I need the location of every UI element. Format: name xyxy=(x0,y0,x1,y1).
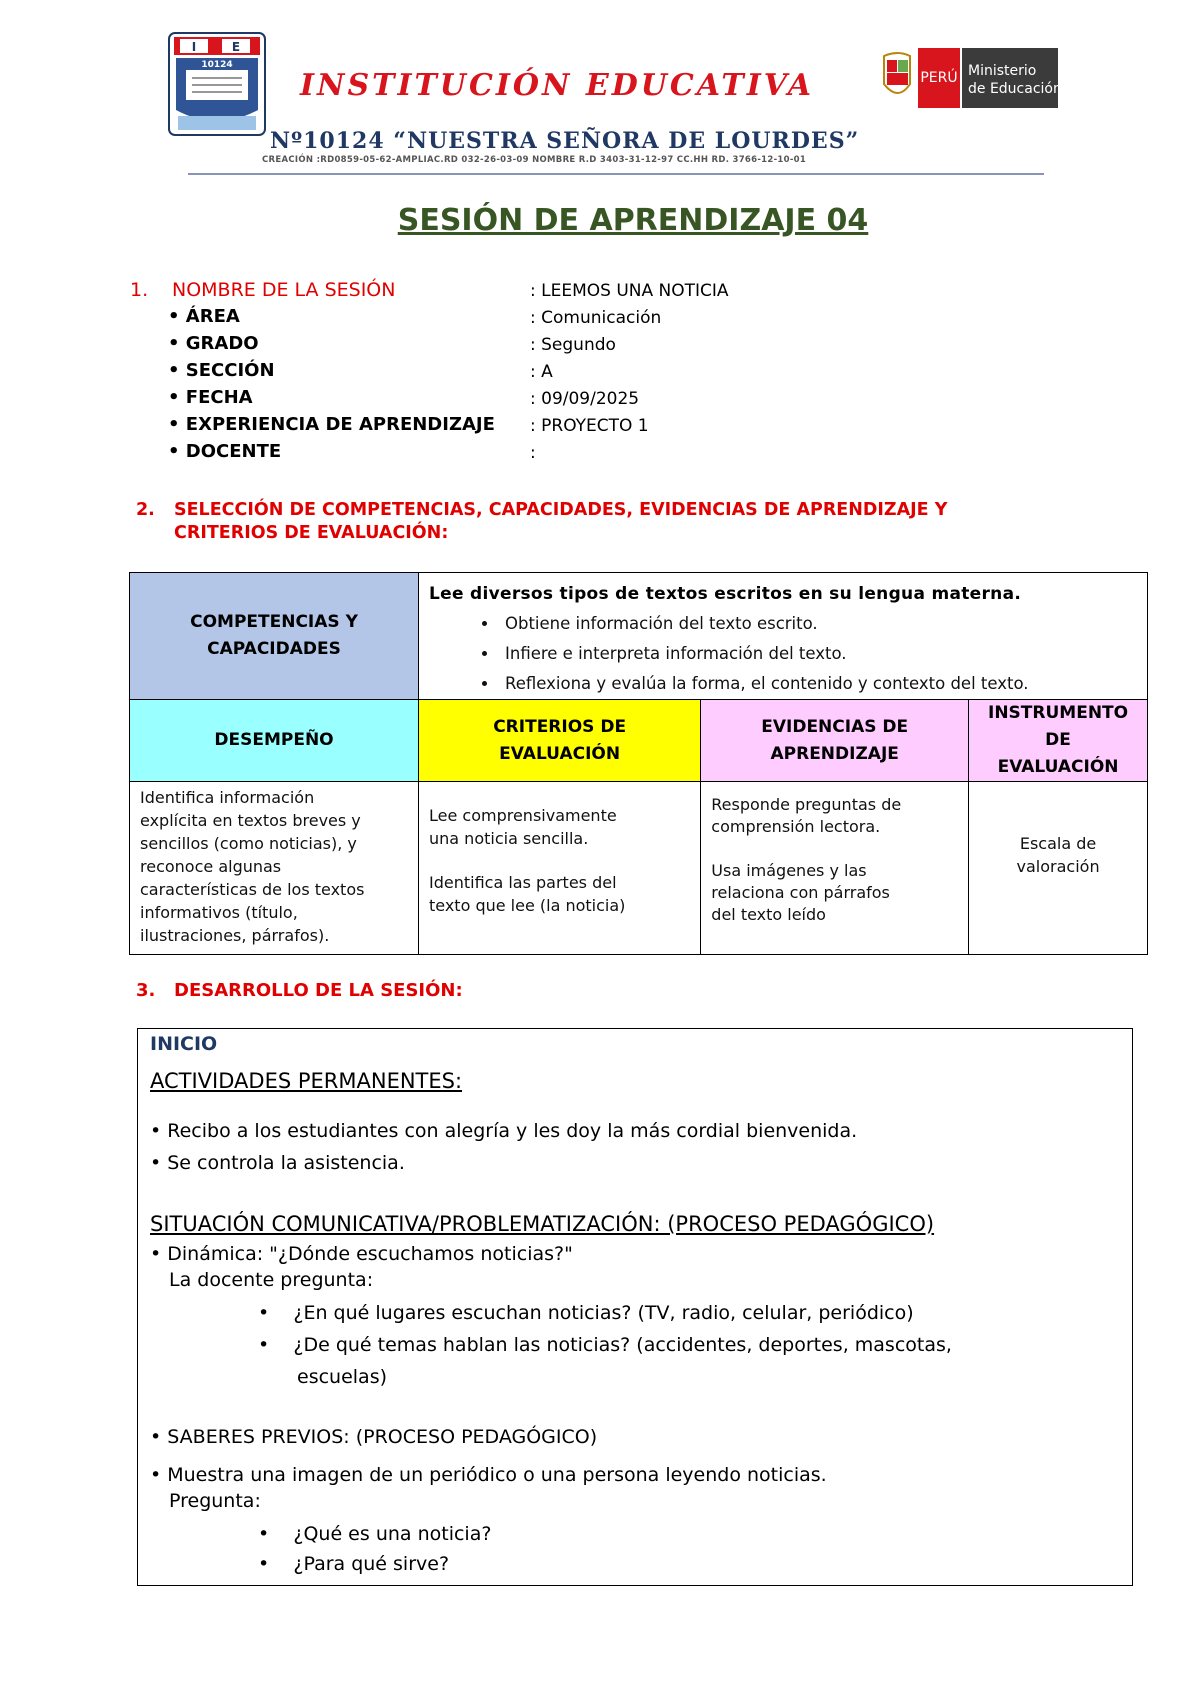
saberes-line: • SABERES PREVIOS: (PROCESO PEDAGÓGICO) xyxy=(150,1426,598,1448)
school-logo xyxy=(168,32,266,136)
question-text: ¿De qué temas hablan las noticias? (accidentes, deportes, mascotas, xyxy=(293,1334,952,1356)
capacity-item: • Infiere e interpreta información del texto. xyxy=(499,639,1137,669)
desempeno-header-text: DESEMPEÑO xyxy=(214,730,334,750)
competencies-table xyxy=(129,572,1148,955)
question-item: • ¿Para qué sirve? xyxy=(258,1553,450,1575)
instrumento-cell xyxy=(969,782,1148,955)
muestra-text: Muestra una imagen de un periódico o una persona leyendo noticias. xyxy=(167,1464,827,1486)
logo-letter-i: I xyxy=(191,40,197,54)
minedu-peru-text: PERÚ xyxy=(920,70,958,86)
desempeno-cell xyxy=(130,782,419,955)
institution-title: INSTITUCIÓN EDUCATIVA xyxy=(300,68,815,103)
capacity-item: • Reflexiona y evalúa la forma, el contenido y contexto del texto. xyxy=(499,669,1137,699)
dinamica-line: • Dinámica: "¿Dónde escuchamos noticias?" xyxy=(150,1243,573,1265)
area-value: : Comunicación xyxy=(530,308,662,328)
section2-line2: CRITERIOS DE EVALUACIÓN: xyxy=(174,523,449,543)
logo-number: 10124 xyxy=(201,60,233,70)
instrumento-line: Escala de xyxy=(1019,834,1097,853)
instrumento-header-1: INSTRUMENTO xyxy=(988,703,1129,723)
session-name-value: : LEEMOS UNA NOTICIA xyxy=(530,281,729,301)
fecha-value: : 09/09/2025 xyxy=(530,389,640,409)
perm-item: • Se controla la asistencia. xyxy=(150,1152,405,1174)
saberes-text: SABERES PREVIOS: (PROCESO PEDAGÓGICO) xyxy=(167,1426,598,1448)
evidencias-header-2: APRENDIZAJE xyxy=(770,743,899,764)
desempeno-line: sencillos (como noticias), y xyxy=(140,834,357,853)
instrumento-line: valoración xyxy=(1016,857,1100,876)
desempeno-line: informativos (título, xyxy=(140,903,298,922)
area-label: • ÁREA xyxy=(168,306,240,327)
instrumento-header-3: EVALUACIÓN xyxy=(997,757,1119,777)
section2-line1: SELECCIÓN DE COMPETENCIAS, CAPACIDADES, EVIDENCIAS DE APRENDIZAJE Y xyxy=(174,500,948,520)
instrumento-header-2: DE xyxy=(1045,730,1071,750)
section3-number: 3. xyxy=(136,980,156,1001)
criterio-line: texto que lee (la noticia) xyxy=(429,896,626,915)
section1-number: 1. xyxy=(130,279,149,301)
evidencia-line: del texto leído xyxy=(711,905,826,924)
criterios-header-1: CRITERIOS DE xyxy=(493,716,627,737)
perm-item: • Recibo a los estudiantes con alegría y les doy la más cordial bienvenida. xyxy=(150,1120,858,1142)
comp-label-1: COMPETENCIAS Y xyxy=(190,612,358,632)
competence-text: Lee diversos tipos de textos escritos en su lengua materna. xyxy=(429,584,1022,604)
section2-heading xyxy=(136,497,1166,523)
muestra-line: • Muestra una imagen de un periódico o una persona leyendo noticias. xyxy=(150,1464,827,1486)
fecha-label: • FECHA xyxy=(168,387,253,408)
docente-label: • DOCENTE xyxy=(168,441,282,462)
session-development-box xyxy=(137,1028,1133,1586)
logo-letter-e: E xyxy=(231,40,241,54)
dinamica-text: Dinámica: "¿Dónde escuchamos noticias?" xyxy=(167,1243,573,1265)
header-desempeno xyxy=(130,700,419,782)
criterios-header-2: EVALUACIÓN xyxy=(499,743,621,764)
evidencias-header-1: EVIDENCIAS DE xyxy=(761,716,909,737)
seccion-label: • SECCIÓN xyxy=(168,360,275,381)
desempeno-line: explícita en textos breves y xyxy=(140,811,361,830)
perm-item-text: Se controla la asistencia. xyxy=(167,1152,405,1174)
header-divider xyxy=(188,173,1044,175)
inicio-heading: INICIO xyxy=(150,1033,218,1055)
minedu-logo xyxy=(862,42,1062,114)
minedu-line2: de Educación xyxy=(968,81,1062,97)
creation-text: CREACIÓN :RD0859-05-62-AMPLIAC.RD 032-26-03-09 NOMBRE R.D 3403-31-12-97 CC.HH RD. 3766-12-10-01 xyxy=(262,155,807,165)
capacity-item: • Obtiene información del texto escrito. xyxy=(499,609,1137,639)
experiencia-label: • EXPERIENCIA DE APRENDIZAJE xyxy=(168,414,495,435)
header-evidencias xyxy=(701,700,969,782)
desempeno-line: Identifica información xyxy=(140,788,315,807)
grado-value: : Segundo xyxy=(530,335,616,355)
minedu-line1: Ministerio xyxy=(968,63,1037,79)
capacities-list xyxy=(429,609,1137,699)
section1-heading: NOMBRE DE LA SESIÓN xyxy=(172,279,396,301)
evidencia-line: relaciona con párrafos xyxy=(711,883,890,902)
header-instrumento xyxy=(969,700,1148,782)
criterio-line: una noticia sencilla. xyxy=(429,829,589,848)
question-item: • ¿En qué lugares escuchan noticias? (TV, radio, celular, periódico) xyxy=(258,1302,914,1324)
criterio-line: Lee comprensivamente xyxy=(429,806,617,825)
school-name: Nº10124 “NUESTRA SEÑORA DE LOURDES” xyxy=(270,128,860,154)
section2-number: 2. xyxy=(136,500,155,520)
seccion-value: : A xyxy=(530,362,553,382)
situacion-heading: SITUACIÓN COMUNICATIVA/PROBLEMATIZACIÓN: (PROCESO PEDAGÓGICO) xyxy=(150,1212,935,1236)
docente-value: : xyxy=(530,443,536,463)
section3-heading: DESARROLLO DE LA SESIÓN: xyxy=(174,980,463,1001)
criterio-line: Identifica las partes del xyxy=(429,873,617,892)
docente-pregunta: La docente pregunta: xyxy=(169,1269,374,1291)
competencies-label-cell xyxy=(130,573,419,700)
experiencia-value: : PROYECTO 1 xyxy=(530,416,649,436)
question-item: • ¿De qué temas hablan las noticias? (accidentes, deportes, mascotas, xyxy=(258,1334,952,1356)
competencies-content-cell xyxy=(419,573,1148,700)
permanentes-heading: ACTIVIDADES PERMANENTES: xyxy=(150,1069,463,1093)
desempeno-line: reconoce algunas xyxy=(140,857,282,876)
grado-label: • GRADO xyxy=(168,333,259,354)
question-text: ¿En qué lugares escuchan noticias? (TV, radio, celular, periódico) xyxy=(293,1302,914,1324)
question-continuation: escuelas) xyxy=(297,1366,387,1388)
question-text: ¿Para qué sirve? xyxy=(293,1553,450,1575)
criterios-cell xyxy=(419,782,701,955)
evidencia-line: Responde preguntas de xyxy=(711,795,902,814)
evidencia-line: comprensión lectora. xyxy=(711,817,881,836)
evidencia-line: Usa imágenes y las xyxy=(711,861,867,880)
desempeno-line: ilustraciones, párrafos). xyxy=(140,926,330,945)
session-title: SESIÓN DE APRENDIZAJE 04 xyxy=(397,203,869,238)
evidencias-cell xyxy=(701,782,969,955)
pregunta-label: Pregunta: xyxy=(169,1490,261,1512)
perm-item-text: Recibo a los estudiantes con alegría y les doy la más cordial bienvenida. xyxy=(167,1120,858,1142)
desempeno-line: características de los textos xyxy=(140,880,365,899)
question-item: • ¿Qué es una noticia? xyxy=(258,1523,492,1545)
comp-label-2: CAPACIDADES xyxy=(207,639,341,659)
question-text: ¿Qué es una noticia? xyxy=(293,1523,492,1545)
header-criterios xyxy=(419,700,701,782)
